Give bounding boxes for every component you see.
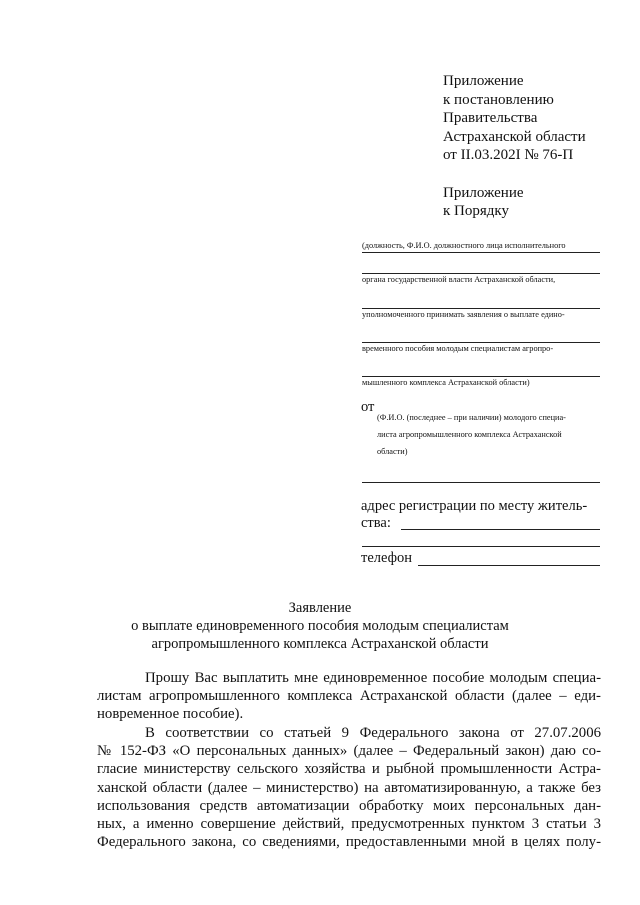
phone-field	[418, 565, 600, 566]
paragraph-line: В соответствии со статьей 9 Федерального закона от 27.07.2006	[145, 725, 601, 741]
document-subtitle: агропромышленного комплекса Астраханской области	[151, 636, 489, 652]
addressee-hint: уполномоченного принимать заявления о выплате едино-	[362, 310, 565, 319]
appendix-line: Правительства	[443, 110, 538, 126]
appendix-line: Астраханской области	[443, 128, 586, 145]
paragraph-line: новременное пособие).	[97, 706, 244, 723]
paragraph-line: ных, а именно совершение действий, предусмотренных пунктом 3 статьи 3	[97, 816, 601, 833]
applicant-hint: листа агропромышленного комплекса Астраханской	[377, 430, 562, 439]
body-paragraph	[97, 669, 601, 724]
appendix-line: Приложение	[443, 184, 524, 201]
applicant-line	[362, 482, 600, 483]
phone-label: телефон	[361, 550, 413, 566]
body-paragraph	[97, 724, 601, 851]
paragraph-line: использования средств автоматизации обработку моих персональных дан-	[97, 797, 601, 814]
applicant-hint: (Ф.И.О. (последнее – при наличии) молодого специа-	[377, 413, 566, 422]
appendix-date-number: от II.03.202I № 76-П	[443, 147, 574, 163]
addressee-hint: временного пособия молодым специалистам агропро-	[362, 344, 554, 353]
from-label: от	[361, 399, 375, 415]
appendix-line: к Порядку	[443, 203, 509, 219]
addressee-line	[362, 252, 600, 253]
address-label: адрес регистрации по месту житель-	[361, 498, 588, 514]
applicant-hint: области)	[377, 447, 408, 456]
paragraph-line: Прошу Вас выплатить мне единовременное пособие молодым специа-	[145, 670, 601, 686]
appendix-line: к постановлению	[443, 91, 554, 108]
address-field	[401, 529, 600, 530]
addressee-hint: мышленного комплекса Астраханской области)	[362, 378, 530, 387]
document-subtitle: о выплате единовременного пособия молодым специалистам	[131, 618, 509, 634]
addressee-hint: (должность, Ф.И.О. должностного лица исполнительного	[362, 241, 566, 250]
address-line	[362, 546, 600, 547]
address-label-cont: ства:	[361, 515, 391, 531]
paragraph-line: № 152-ФЗ «О персональных данных» (далее – Федеральный закон) даю со-	[97, 743, 601, 760]
appendix-line: Приложение	[443, 73, 524, 89]
document-title: Заявление	[288, 600, 352, 616]
paragraph-line: листам агропромышленного комплекса Астраханской области (далее – еди-	[97, 688, 601, 705]
appendix-block	[443, 72, 586, 221]
paragraph-line: ханской области (далее – министерство) на автоматизированную, а также без	[97, 779, 601, 796]
addressee-hint: органа государственной власти Астраханской области,	[362, 275, 556, 284]
paragraph-line: гласие министерству сельского хозяйства и рыбной промышленности Астра-	[97, 761, 601, 778]
paragraph-line: Федерального закона, со сведениями, предоставленными мной в целях полу-	[97, 834, 601, 851]
